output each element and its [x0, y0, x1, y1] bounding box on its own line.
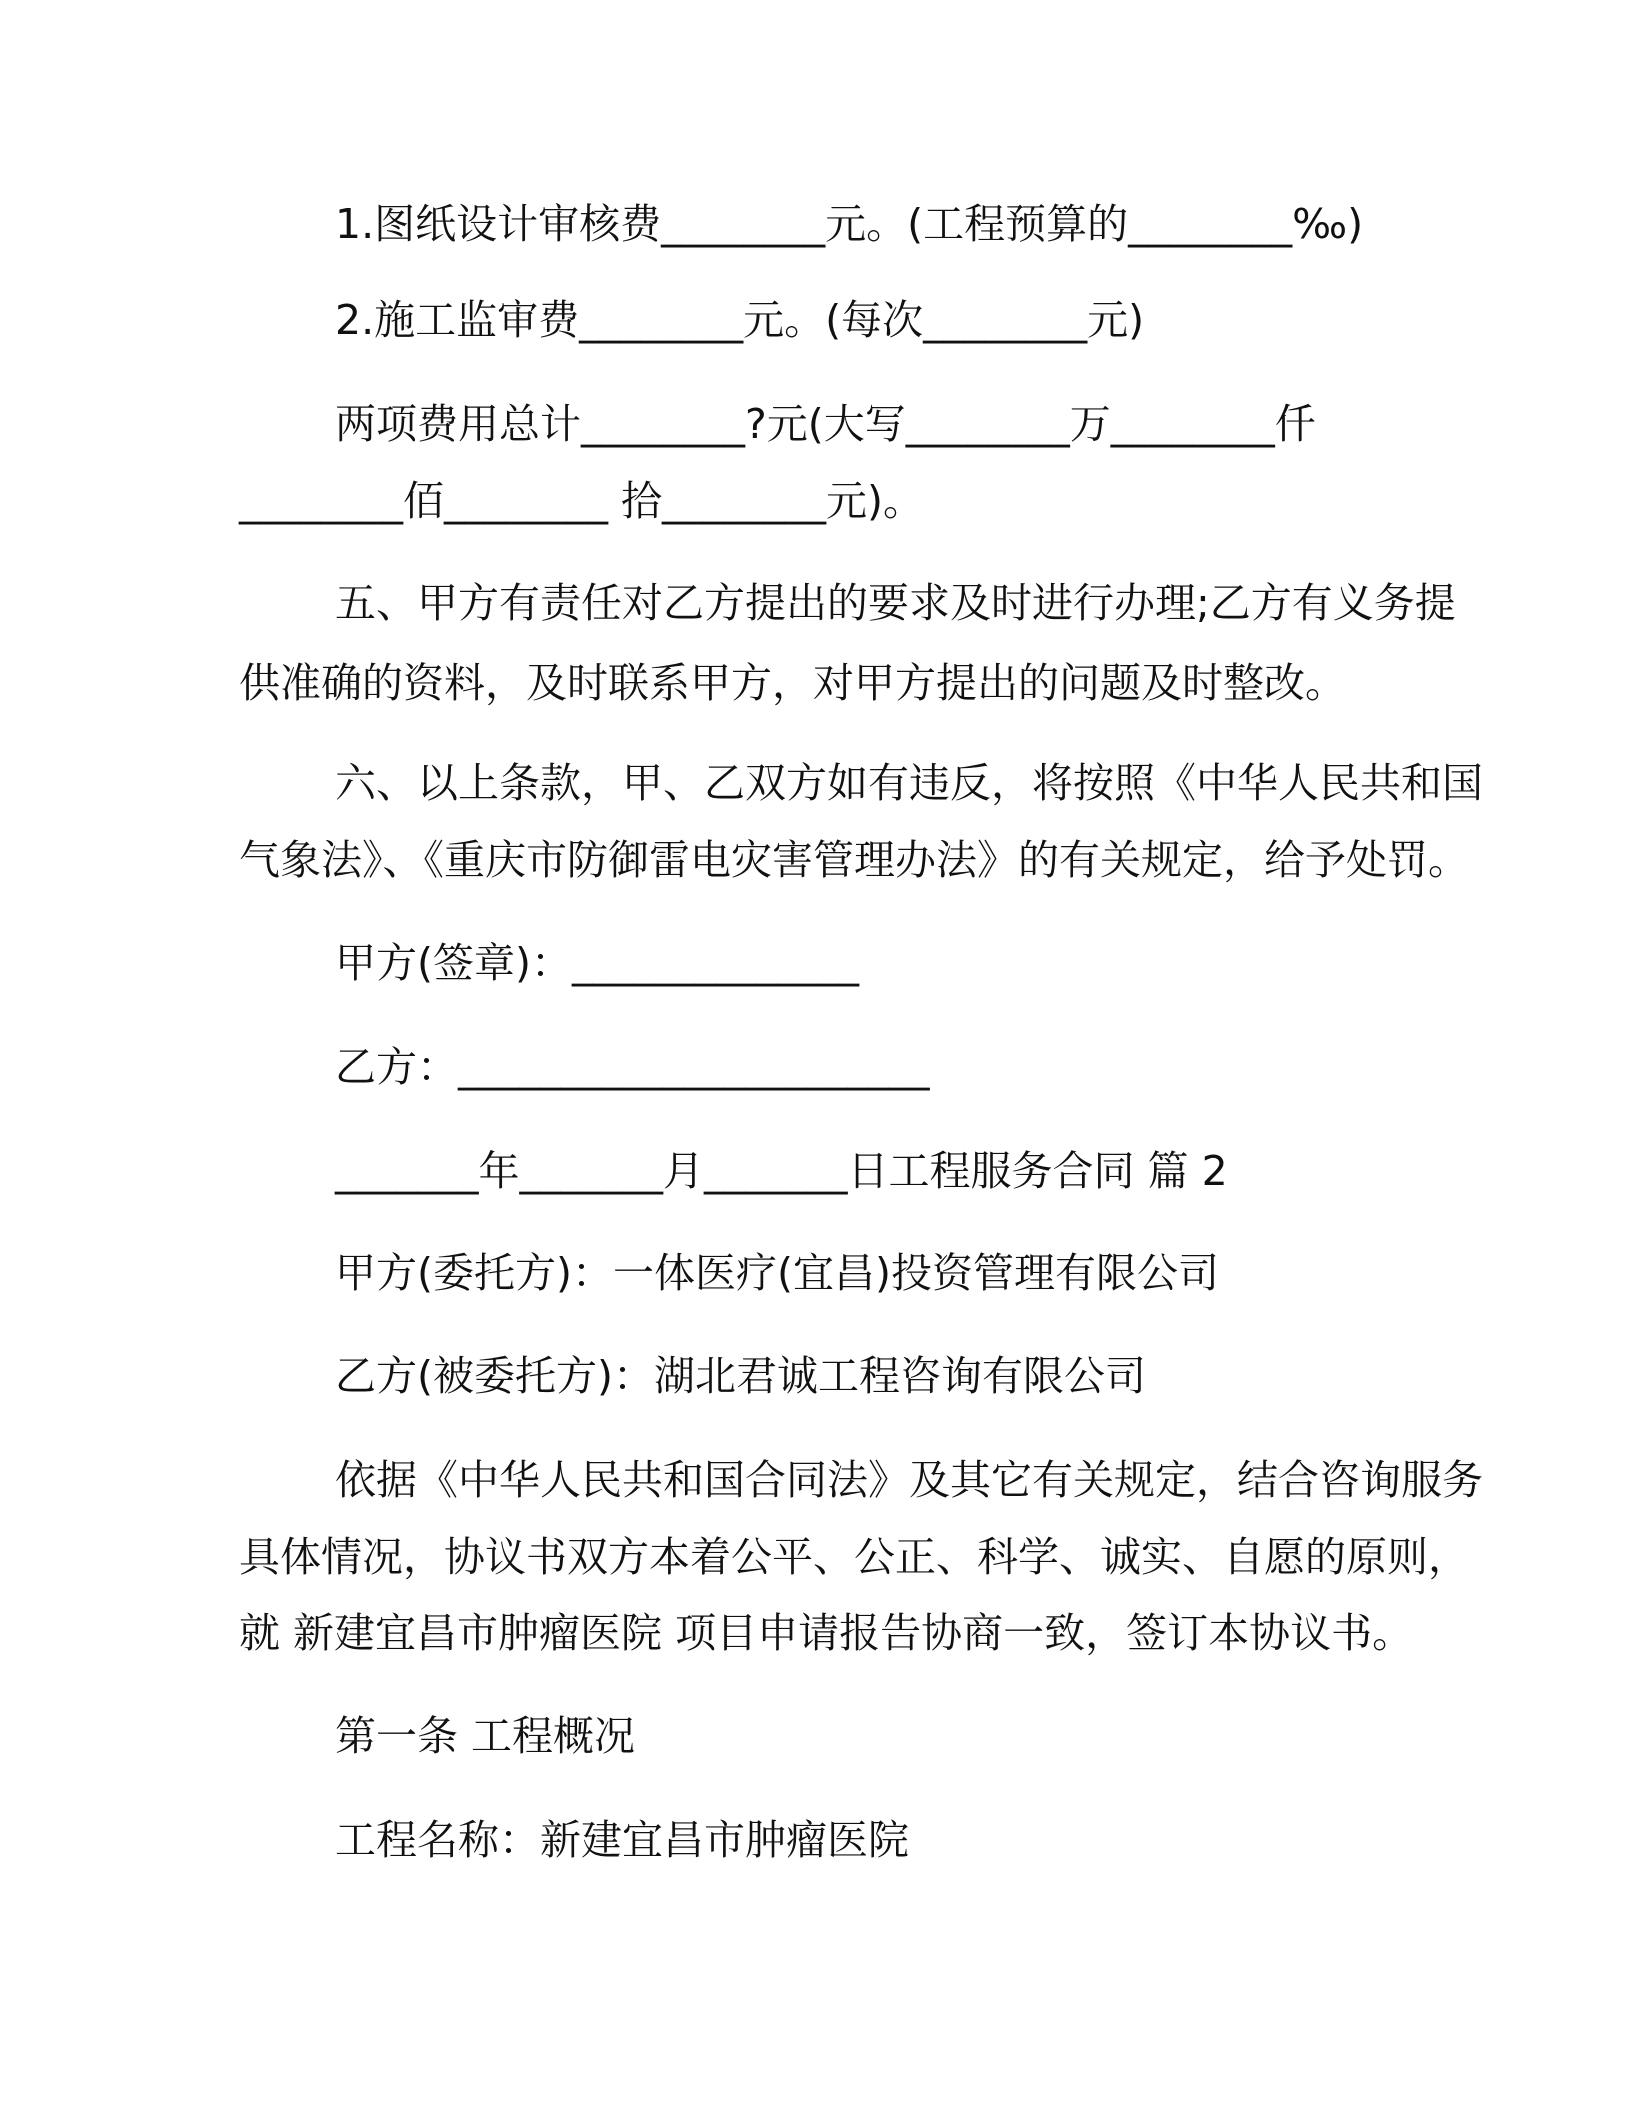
project-name: 工程名称：新建宜昌市肿瘤医院 — [335, 1816, 909, 1864]
fee-total-line-2: ________佰________ 拾________元)。 — [239, 477, 925, 525]
date-and-section-title: _______年_______月_______日工程服务合同 篇 2 — [335, 1147, 1228, 1195]
party-b-signature: 乙方：_______________________ — [335, 1043, 930, 1091]
fee-item-2: 2.施工监审费________元。(每次________元) — [335, 296, 1145, 344]
contractor-party: 乙方(被委托方)：湖北君诚工程咨询有限公司 — [335, 1352, 1146, 1400]
clause-5-line-1: 五、甲方有责任对乙方提出的要求及时进行办理;乙方有义务提 — [335, 579, 1456, 627]
client-party: 甲方(委托方)：一体医疗(宜昌)投资管理有限公司 — [335, 1249, 1219, 1297]
fee-total-line-1: 两项费用总计________?元(大写________万________仟 — [335, 400, 1316, 448]
clause-5-line-2: 供准确的资料，及时联系甲方，对甲方提出的问题及时整改。 — [239, 659, 1346, 707]
fee-item-1: 1.图纸设计审核费________元。(工程预算的________‰) — [335, 200, 1364, 248]
basis-line-2: 具体情况，协议书双方本着公平、公正、科学、诚实、自愿的原则， — [239, 1533, 1469, 1581]
article-1-heading: 第一条 工程概况 — [335, 1712, 636, 1760]
basis-line-1: 依据《中华人民共和国合同法》及其它有关规定，结合咨询服务 — [335, 1456, 1483, 1504]
party-a-signature: 甲方(签章)：______________ — [335, 939, 859, 987]
clause-6-line-2: 气象法》、《重庆市防御雷电灾害管理办法》的有关规定，给予处罚。 — [239, 836, 1469, 884]
clause-6-line-1: 六、以上条款，甲、乙双方如有违反，将按照《中华人民共和国 — [335, 759, 1483, 807]
basis-line-3: 就 新建宜昌市肿瘤医院 项目申请报告协商一致，签订本协议书。 — [239, 1609, 1414, 1657]
